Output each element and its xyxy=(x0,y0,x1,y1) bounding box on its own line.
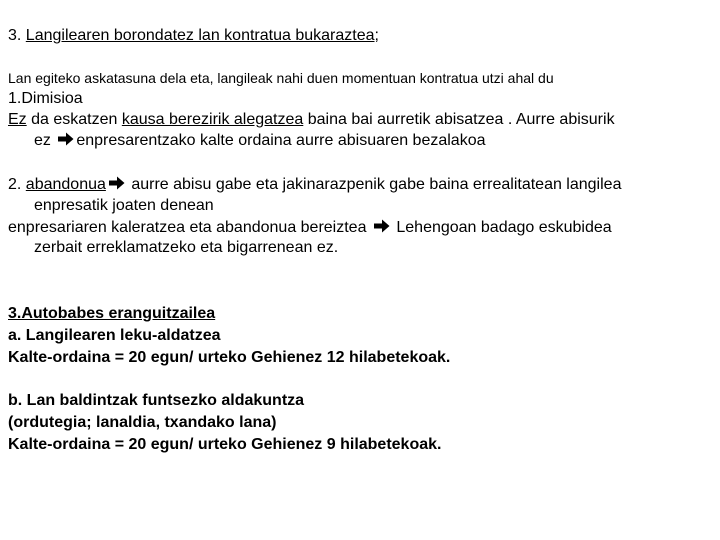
abandonua-text-3: enpresariaren kaleratzea eta abandonua bereiztea xyxy=(8,219,371,236)
autobabes-item-a: a. Langilearen leku-aldatzea xyxy=(8,327,221,344)
right-arrow-icon xyxy=(374,219,390,233)
abandonua-text-4: Lehengoan badago eskubidea xyxy=(391,219,612,236)
heading-number: 3. xyxy=(8,27,26,44)
autobabes-item-b: b. Lan baldintzak funtsezko aldakuntza xyxy=(8,392,305,409)
autobabes-item-a-kalte: Kalte-ordaina = 20 egun/ urteko Gehienez 12 hilabetekoak. xyxy=(8,349,451,366)
abandonua-line-1 xyxy=(8,175,621,195)
dimisioa-text-1: da eskatzen xyxy=(26,111,122,128)
abandonua-prefix: 2. xyxy=(8,176,26,193)
right-arrow-icon xyxy=(109,176,125,190)
abandonua-word: abandonua xyxy=(25,176,106,193)
heading-title: Langilearen borondatez lan kontratua bukaraztea; xyxy=(25,27,379,44)
abandonua-line-3 xyxy=(8,218,612,238)
dimisioa-text-3: enpresarentzako kalte ordaina aurre abisuaren bezalakoa xyxy=(76,132,486,149)
abandonua-line-4: zerbait erreklamatzeko eta bigarrenean ez. xyxy=(34,239,339,256)
abandonua-line-2: enpresatik joaten denean xyxy=(34,197,214,214)
dimisioa-kausa: kausa berezirik alegatzea xyxy=(121,111,304,128)
dimisioa-line-2 xyxy=(34,131,486,151)
autobabes-item-b-kalte: Kalte-ordaina = 20 egun/ urteko Gehienez 9 hilabetekoak. xyxy=(8,436,442,453)
autobabes-title: 3.Autobabes eranguitzailea xyxy=(8,305,216,322)
dimisioa-text-2: baina bai aurretik abisatzea . Aurre abisurik xyxy=(303,111,615,128)
section-heading xyxy=(8,26,379,46)
dimisioa-line-1 xyxy=(8,110,615,130)
dimisioa-title: 1.Dimisioa xyxy=(8,90,83,107)
abandonua-text-1: aurre abisu gabe eta jakinarazpenik gabe baina errealitatean langilea xyxy=(126,176,622,193)
right-arrow-icon xyxy=(58,132,74,146)
intro-text: Lan egiteko askatasuna dela eta, langileak nahi duen momentuan kontratua utzi ahal du xyxy=(8,70,554,86)
autobabes-item-b-detail: (ordutegia; lanaldia, txandako lana) xyxy=(8,414,277,431)
dimisioa-ez-2: ez xyxy=(34,132,56,149)
dimisioa-ez: Ez xyxy=(8,111,27,128)
